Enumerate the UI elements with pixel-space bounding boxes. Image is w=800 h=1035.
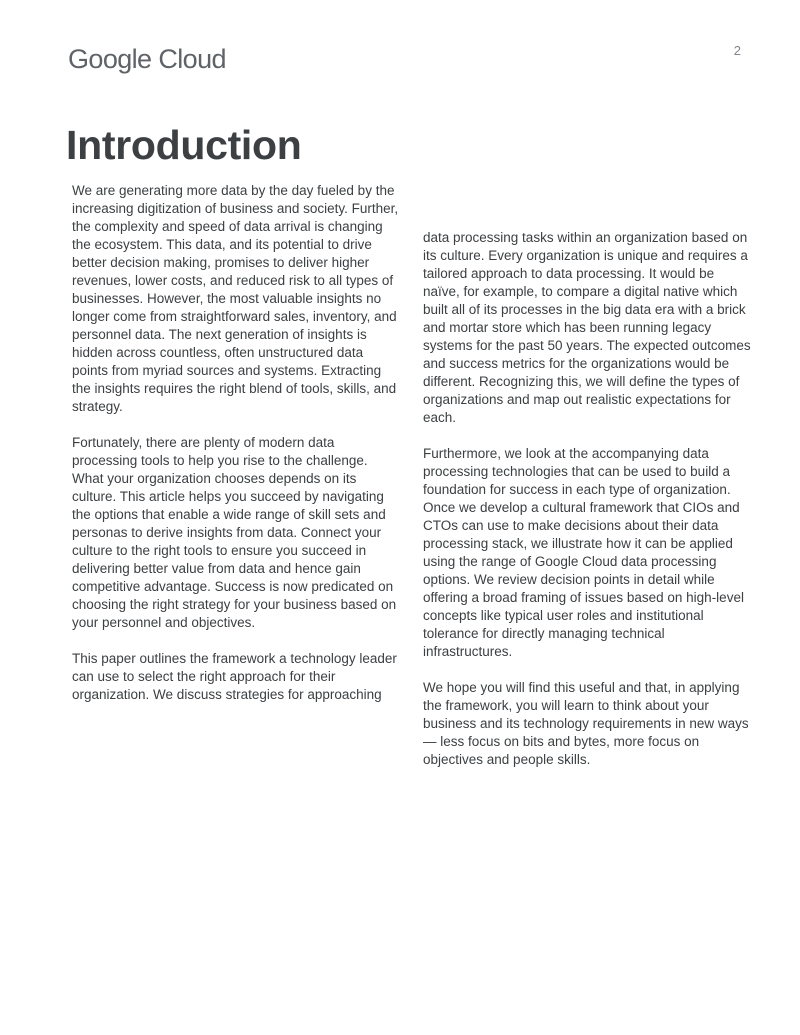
paragraph: Furthermore, we look at the accompanying data processing technologies that can be used to build a foundation for success in each type of organization. Once we develop a cultural framework that CIOs and CTOs can use to make decisions about their data processing stack, we illustrate how it can be applied using the range of Google Cloud data processing options. We review decision points in detail while offering a broad framing of issues based on high-level concepts like typical user roles and institutional tolerance for directly managing technical infrastructures. xyxy=(423,446,744,659)
paragraph: Fortunately, there are plenty of modern data processing tools to help you rise to the challenge. What your organization chooses depends on its culture. This article helps you succeed by navigating the options that enable a wide range of skill sets and personas to derive insights from data. Connect your culture to the right tools to ensure you succeed in delivering better value from data and hence gain competitive advantage. Success is now predicated on choosing the right strategy for your business based on your personnel and objectives. xyxy=(72,435,397,630)
right-column xyxy=(423,229,753,787)
google-cloud-logo: Google Cloud xyxy=(68,44,226,74)
page-number: 2 xyxy=(733,43,741,58)
paragraph: We hope you will find this useful and that, in applying the framework, you will learn to think about your business and its technology requirements in new ways — less focus on bits and bytes, more focus on objectives and people skills. xyxy=(423,680,749,767)
paragraph: data processing tasks within an organization based on its culture. Every organization is unique and requires a tailored approach to data processing. It would be naïve, for example, to compare a digital native which built all of its processes in the big data era with a brick and mortar store which has been running legacy systems for the past 50 years. The expected outcomes and success metrics for the organizations would be different. Recognizing this, we will define the types of organizations and map out realistic expectations for each. xyxy=(423,230,751,425)
left-column xyxy=(72,182,402,722)
paragraph: We are generating more data by the day fueled by the increasing digitization of business and society. Further, the complexity and speed of data arrival is changing the ecosystem. This data, and its potential to drive better decision making, promises to deliver higher revenues, lower costs, and reduced risk to all types of businesses. However, the most valuable insights no longer come from straightforward sales, inventory, and personnel data. The next generation of insights is hidden across countless, often unstructured data points from myriad sources and systems. Extracting the insights requires the right blend of tools, skills, and strategy. xyxy=(72,183,399,414)
paragraph: This paper outlines the framework a technology leader can use to select the right approach for their organization. We discuss strategies for approaching xyxy=(72,651,397,702)
page-title: Introduction xyxy=(66,122,302,168)
